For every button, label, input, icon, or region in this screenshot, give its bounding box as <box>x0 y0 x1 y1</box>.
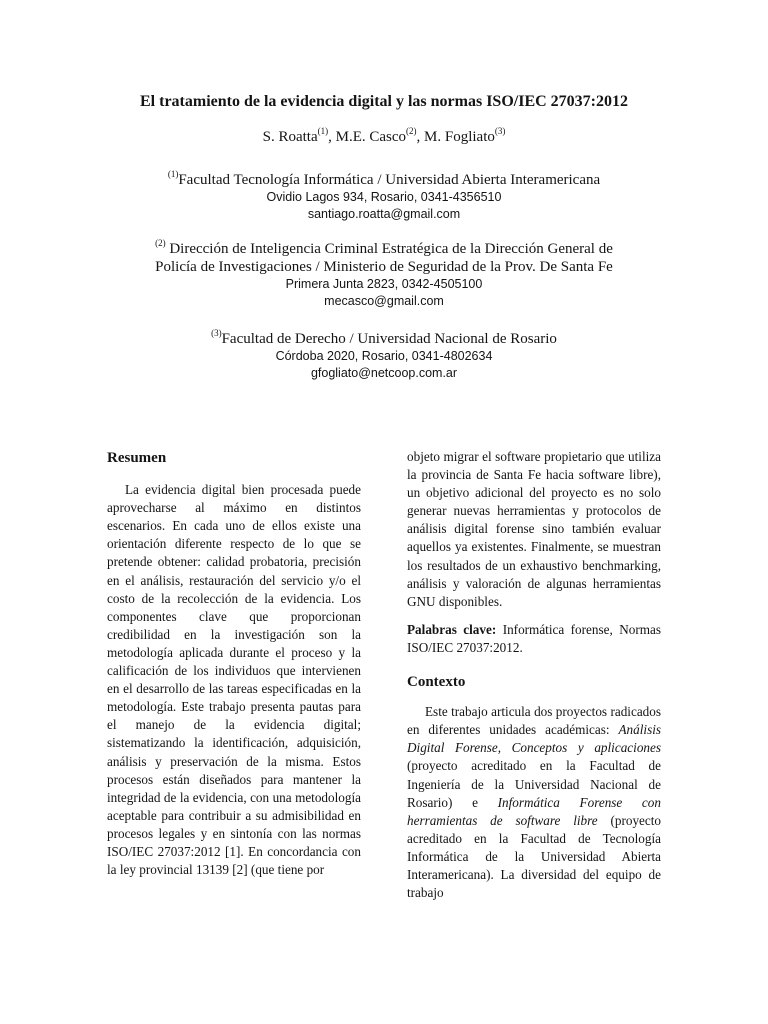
author-affiliation-mark: (1) <box>317 126 329 136</box>
right-column <box>407 448 661 902</box>
context-heading: Contexto <box>407 674 466 691</box>
affiliation-mark: (3) <box>211 328 222 338</box>
author-name: M.E. Casco <box>335 129 407 145</box>
author-affiliation-mark: (2) <box>406 126 417 136</box>
context-text: (proyecto acreditado en la Facultad de Ingeniería de la Universidad Nacional de Rosario) e <box>407 758 661 810</box>
affiliation-mark: (1) <box>167 169 179 179</box>
affiliation-address: Córdoba 2020, Rosario, 0341-4802634 <box>275 349 493 363</box>
author-affiliation-mark: (3) <box>494 126 506 136</box>
affiliation-mark: (2) <box>155 238 166 248</box>
affiliation-3 <box>0 330 768 382</box>
keywords <box>407 621 661 657</box>
left-column <box>107 448 361 879</box>
affiliation-line: Facultad Tecnología Informática / Universidad Abierta Interamericana <box>178 172 601 188</box>
abstract-paragraph-continued: objeto migrar el software propietario que utiliza la provincia de Santa Fe hacia software libre), un objetivo adicional del proyecto es no solo generar nuevas herramientas y protocolos de análisis digital forense sino también evaluar aquellos ya existentes. Finalmente, se muestran los resultados de un exhaustivo benchmarking, análisis y valoración de algunas herramientas GNU disponibles. <box>407 449 661 609</box>
context-text: (proyecto acreditado en la Facultad de Tecnología Informática de la Universidad Abierta Interamericana). La diversidad del equipo de trabajo <box>407 812 662 901</box>
author-name: M. Fogliato <box>424 129 495 145</box>
affiliation-line: Facultad de Derecho / Universidad Nacional de Rosario <box>221 331 557 347</box>
affiliation-email: mecasco@gmail.com <box>324 294 444 308</box>
context-text: Este trabajo articula dos proyectos radicados en diferentes unidades académicas: <box>407 704 661 738</box>
affiliation-name <box>0 330 768 348</box>
affiliation-line: Policía de Investigaciones / Ministerio de Seguridad de la Prov. De Santa Fe <box>155 259 613 275</box>
author-name: S. Roatta <box>262 129 318 145</box>
author-separator: , <box>416 129 425 145</box>
abstract-paragraph: La evidencia digital bien procesada puede aprovecharse al máximo en distintos escenarios. En cada uno de ellos existe una orientación diferente respecto de lo que se pretende obtener: calidad probatoria, precisión en el análisis, restauración del servicio y/o el costo de la recolección de la evidencia. Los componentes clave que proporcionan credibilidad en la investigación son la metodología aplicada durante el proceso y la calificación de los individuos que intervienen en el desarrollo de las tareas especificadas en la metodología. Este trabajo presenta pautas para el manejo de la evidencia digital; sistematizando la identificación, adquisición, análisis y preservación de la misma. Estos procesos están diseñados para mantener la integridad de la evidencia, con una metodología aceptable para contribuir a su admisibilidad en procesos legales y en sintonía con las normas ISO/IEC 27037:2012 [1]. En concordancia con la ley provincial 13139 [2] (que tiene por <box>107 482 361 878</box>
affiliation-name <box>0 240 768 258</box>
affiliation-line: Dirección de Inteligencia Criminal Estratégica de la Dirección General de <box>169 241 613 257</box>
author-separator: , <box>328 129 336 145</box>
affiliation-email: santiago.roatta@gmail.com <box>307 207 461 221</box>
context-project-title: Informática Forense con herramientas de software libre <box>407 794 661 828</box>
affiliation-name <box>0 171 768 189</box>
affiliation-1 <box>0 171 768 223</box>
affiliation-address: Primera Junta 2823, 0342-4505100 <box>285 277 483 291</box>
affiliation-2 <box>0 240 768 310</box>
context-paragraph <box>407 703 661 902</box>
affiliation-email: gfogliato@netcoop.com.ar <box>310 366 458 380</box>
context-project-title: Análisis Digital Forense, Conceptos y aplicaciones <box>407 722 661 756</box>
abstract-heading: Resumen <box>107 450 167 466</box>
affiliation-address: Ovidio Lagos 934, Rosario, 0341-4356510 <box>266 190 502 204</box>
keywords-text: Informática forense, Normas ISO/IEC 27037:2012. <box>407 621 661 655</box>
paper-title: El tratamiento de la evidencia digital y las normas ISO/IEC 27037:2012 <box>140 93 628 110</box>
keywords-label: Palabras clave: <box>407 621 497 637</box>
author-list <box>0 127 768 147</box>
